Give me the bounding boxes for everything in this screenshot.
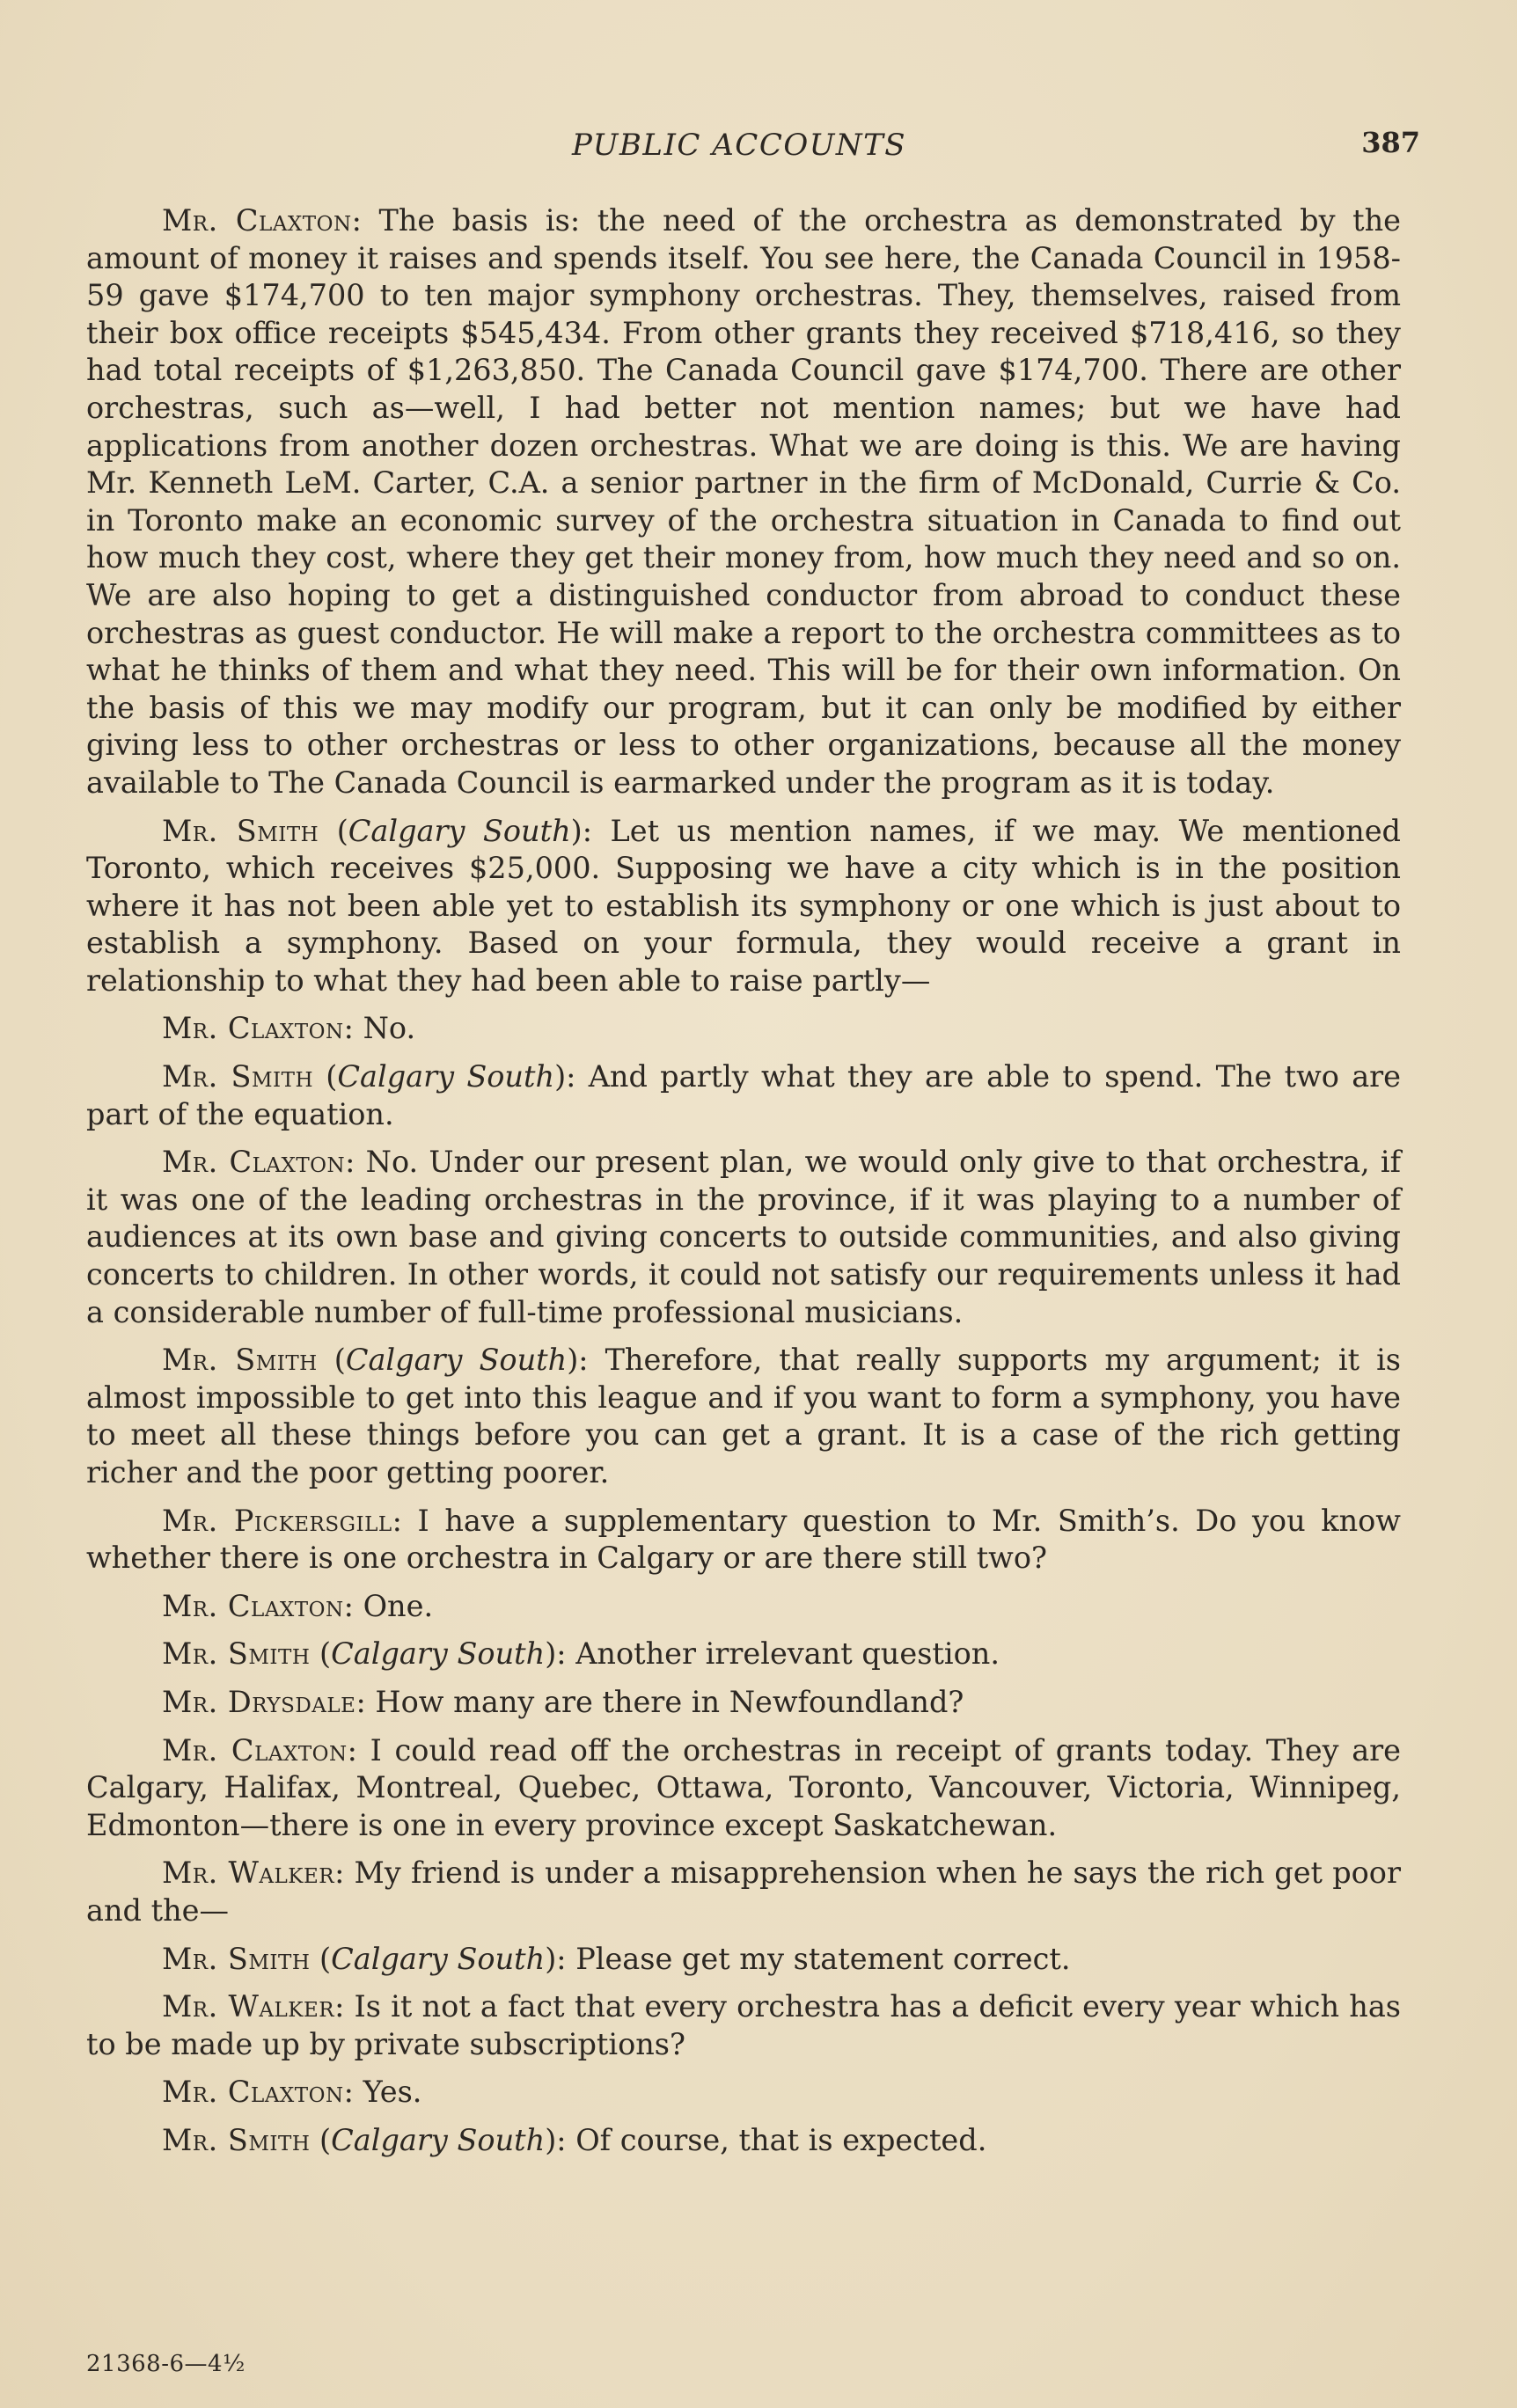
paragraph: Mr. Walker: My friend is under a misapprehension when he says the rich get poor and the— xyxy=(86,1855,1401,1928)
paragraph: Mr. Pickersgill: I have a supplementary question to Mr. Smith’s. Do you know whether there is one orchestra in Calgary or are there still two? xyxy=(86,1503,1401,1576)
running-title: PUBLIC ACCOUNTS xyxy=(572,128,907,163)
paragraph-text: No. xyxy=(363,1011,416,1046)
speaker-name: Mr. Smith xyxy=(162,2122,311,2157)
speaker-constituency: Calgary South xyxy=(331,2122,546,2157)
paragraph-text: The basis is: the need of the orchestra as demonstrated by the amount of money it raises and spends itself. You see here, the Canada Council in 1958-59 gave $174,700 to ten major symphony orchestras. They, themselves, raised from their box office receipts $545,434. From other grants they received $718,416, so they had total receipts of $1,263,850. The Canada Council gave $174,700. There are other orchestras, such as—well, I had better not mention names; but we have had applications from another dozen orchestras. What we are doing is this. We are having Mr. Kenneth LeM. Carter, C.A. a senior partner in the firm of McDonald, Currie & Co. in Toronto make an economic survey of the orchestra situation in Canada to find out how much they cost, where they get their money from, how much they need and so on. We are also hoping to get a distinguished conductor from abroad to conduct these orchestras as guest conductor. He will make a report to the orchestra committees as to what he thinks of them and what they need. This will be for their own information. On the basis of this we may modify our program, but it can only be modified by either giving less to other orchestras or less to other organizations, because all the money available to The Canada Council is earmarked under the program as it is today. xyxy=(86,203,1401,800)
paragraph: Mr. Smith (Calgary South): Another irrelevant question. xyxy=(162,1636,1000,1672)
paragraph-text: Please get my statement correct. xyxy=(575,1941,1071,1976)
paragraph-text: My friend is under a misapprehension when he says the rich get poor and the— xyxy=(86,1855,1401,1928)
paragraph-text: Of course, that is expected. xyxy=(575,2122,987,2157)
paragraph: Mr. Smith (Calgary South): And partly what they are able to spend. The two are part of the equation. xyxy=(86,1059,1402,1131)
paragraph-text: One. xyxy=(363,1588,434,1623)
page-number: 387 xyxy=(1361,126,1420,159)
paragraph-text: I have a supplementary question to Mr. Smith’s. Do you know whether there is one orchestra in Calgary or are there still two? xyxy=(86,1503,1401,1576)
speaker-name: Mr. Claxton xyxy=(162,203,352,238)
transcript-body xyxy=(86,202,1401,2170)
speaker-name: Mr. Claxton xyxy=(162,2075,344,2110)
page-header xyxy=(86,126,1420,172)
paragraph-text: And partly what they are able to spend. The two are part of the equation. xyxy=(86,1059,1402,1131)
paragraph: Mr. Smith (Calgary South): Please get my statement correct. xyxy=(162,1941,1071,1976)
speaker-name: Mr. Smith xyxy=(162,1636,311,1672)
paragraph: Mr. Claxton: One. xyxy=(162,1588,434,1623)
footer-print-code: 21368-6—4½ xyxy=(86,2351,246,2377)
speaker-name: Mr. Smith xyxy=(162,1059,314,1094)
paragraph: Mr. Smith (Calgary South): Of course, that is expected. xyxy=(162,2122,987,2157)
speaker-name: Mr. Walker xyxy=(162,1989,335,2024)
paragraph-text: No. Under our present plan, we would only give to that orchestra, if it was one of the leading orchestras in the province, if it was playing to a number of audiences at its own base and giving concerts to outside communities, and also giving concerts to children. In other words, it could not satisfy our requirements unless it had a considerable number of full-time professional musicians. xyxy=(86,1145,1401,1329)
paragraph-text: How many are there in Newfoundland? xyxy=(375,1684,964,1719)
speaker-name: Mr. Claxton xyxy=(162,1732,348,1768)
paragraph-text: Another irrelevant question. xyxy=(575,1636,1000,1672)
speaker-name: Mr. Claxton xyxy=(162,1145,346,1180)
paragraph-text: Yes. xyxy=(363,2075,422,2110)
paragraph: Mr. Claxton: I could read off the orchestras in receipt of grants today. They are Calgary, Halifax, Montreal, Quebec, Ottawa, Toronto, Vancouver, Victoria, Winnipeg, Edmonton—there is one in every province except Saskatchewan. xyxy=(86,1732,1402,1842)
paragraph: Mr. Smith (Calgary South): Let us mention names, if we may. We mentioned Toronto, which receives $25,000. Supposing we have a city which is in the position where it has not been able yet to establish its symphony or one which is just about to establish a symphony. Based on your formula, they would receive a grant in relationship to what they had been able to raise partly— xyxy=(86,813,1401,998)
speaker-constituency: Calgary South xyxy=(345,1343,568,1378)
paragraph-text: Therefore, that really supports my argument; it is almost impossible to get into this league and if you want to form a symphony, you have to meet all these things before you can get a grant. It is a case of the rich getting richer and the poor getting poorer. xyxy=(86,1343,1401,1489)
speaker-name: Mr. Drysdale xyxy=(162,1684,356,1719)
paragraph-text: Is it not a fact that every orchestra has a deficit every year which has to be made up by private subscriptions? xyxy=(86,1989,1401,2061)
speaker-constituency: Calgary South xyxy=(331,1941,546,1976)
speaker-name: Mr. Claxton xyxy=(162,1588,344,1623)
paragraph-text: I could read off the orchestras in receipt of grants today. They are Calgary, Halifax, Montreal, Quebec, Ottawa, Toronto, Vancouver, Victoria, Winnipeg, Edmonton—there is one in every province except Saskatchewan. xyxy=(86,1732,1402,1842)
speaker-constituency: Calgary South xyxy=(331,1636,546,1672)
paragraph: Mr. Smith (Calgary South): Therefore, that really supports my argument; it is almost impossible to get into this league and if you want to form a symphony, you have to meet all these things before you can get a grant. It is a case of the rich getting richer and the poor getting poorer. xyxy=(86,1343,1401,1489)
speaker-constituency: Calgary South xyxy=(337,1059,555,1094)
paragraph: Mr. Drysdale: How many are there in Newfoundland? xyxy=(162,1684,964,1719)
speaker-constituency: Calgary South xyxy=(348,813,571,848)
paragraph: Mr. Walker: Is it not a fact that every orchestra has a deficit every year which has to be made up by private subscriptions? xyxy=(86,1989,1401,2061)
speaker-name: Mr. Smith xyxy=(162,1941,311,1976)
paragraph: Mr. Claxton: No. xyxy=(162,1011,416,1046)
speaker-name: Mr. Walker xyxy=(162,1855,335,1891)
speaker-name: Mr. Pickersgill xyxy=(162,1503,392,1538)
paragraph-text: Let us mention names, if we may. We mentioned Toronto, which receives $25,000. Supposing we have a city which is in the position where it has not been able yet to establish its symphony or one which is just about to establish a symphony. Based on your formula, they would receive a grant in relationship to what they had been able to raise partly— xyxy=(86,813,1401,998)
paragraph: Mr. Claxton: No. Under our present plan, we would only give to that orchestra, if it was one of the leading orchestras in the province, if it was playing to a number of audiences at its own base and giving concerts to outside communities, and also giving concerts to children. In other words, it could not satisfy our requirements unless it had a considerable number of full-time professional musicians. xyxy=(86,1145,1401,1329)
speaker-name: Mr. Claxton xyxy=(162,1011,344,1046)
speaker-name: Mr. Smith xyxy=(162,813,319,848)
paragraph: Mr. Claxton: The basis is: the need of the orchestra as demonstrated by the amount of money it raises and spends itself. You see here, the Canada Council in 1958-59 gave $174,700 to ten major symphony orchestras. They, themselves, raised from their box office receipts $545,434. From other grants they received $718,416, so they had total receipts of $1,263,850. The Canada Council gave $174,700. There are other orchestras, such as—well, I had better not mention names; but we have had applications from another dozen orchestras. What we are doing is this. We are having Mr. Kenneth LeM. Carter, C.A. a senior partner in the firm of McDonald, Currie & Co. in Toronto make an economic survey of the orchestra situation in Canada to find out how much they cost, where they get their money from, how much they need and so on. We are also hoping to get a distinguished conductor from abroad to conduct these orchestras as guest conductor. He will make a report to the orchestra committees as to what he thinks of them and what they need. This will be for their own information. On the basis of this we may modify our program, but it can only be modified by either giving less to other orchestras or less to other organizations, because all the money available to The Canada Council is earmarked under the program as it is today. xyxy=(86,203,1401,800)
speaker-name: Mr. Smith xyxy=(162,1343,318,1378)
paragraph: Mr. Claxton: Yes. xyxy=(162,2075,422,2110)
